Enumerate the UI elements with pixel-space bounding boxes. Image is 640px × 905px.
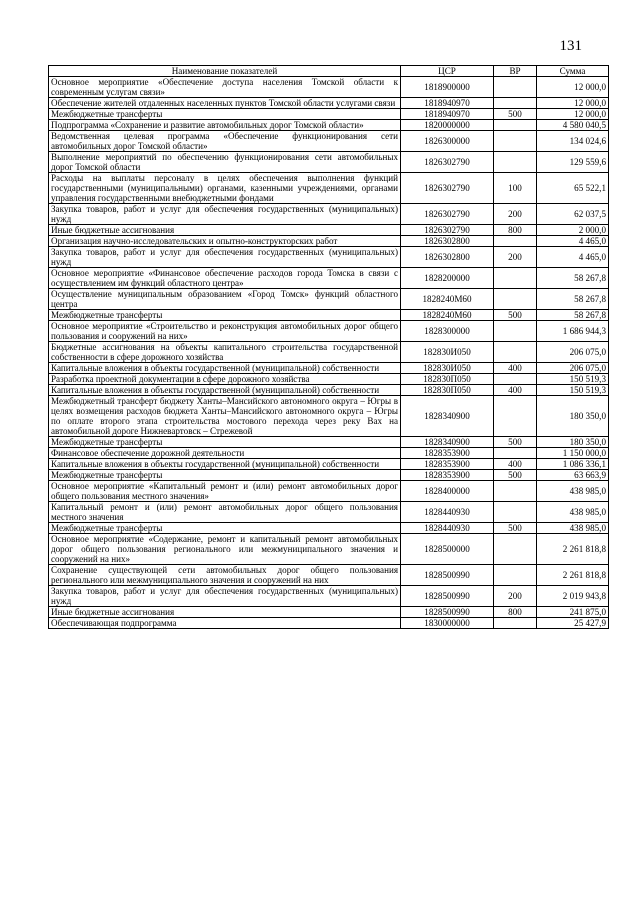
row-name-cell: Обеспечение жителей отдаленных населенных пунктов Томской области услугами связи <box>49 98 401 109</box>
row-name-cell: Основное мероприятие «Содержание, ремонт и капитальный ремонт автомобильных дорог общего пользования регионального или межмуниципального значения и сооружений на них» <box>49 534 401 565</box>
row-name-cell: Основное мероприятие «Строительство и реконструкция автомобильных дорог общего пользования и сооружений на них» <box>49 321 401 342</box>
table-body <box>49 77 609 629</box>
row-sum-cell: 1 686 944,3 <box>537 321 609 342</box>
row-name-cell: Межбюджетные трансферты <box>49 523 401 534</box>
row-vr-cell <box>494 152 537 173</box>
row-name-cell: Иные бюджетные ассигнования <box>49 225 401 236</box>
table-row <box>49 437 609 448</box>
header-vr: ВР <box>494 66 537 77</box>
row-vr-cell: 400 <box>494 459 537 470</box>
row-sum-cell: 12 000,0 <box>537 109 609 120</box>
table-row <box>49 534 609 565</box>
row-vr-cell <box>494 120 537 131</box>
row-vr-cell <box>494 77 537 98</box>
row-sum-cell: 438 985,0 <box>537 502 609 523</box>
table-row <box>49 152 609 173</box>
table-row <box>49 385 609 396</box>
table-row <box>49 459 609 470</box>
row-sum-cell: 206 075,0 <box>537 342 609 363</box>
row-sum-cell: 134 024,6 <box>537 131 609 152</box>
row-csr-cell: 1826302800 <box>401 247 494 268</box>
table-row <box>49 98 609 109</box>
row-csr-cell: 1826300000 <box>401 131 494 152</box>
row-vr-cell <box>494 289 537 310</box>
table-row <box>49 109 609 120</box>
row-csr-cell: 1826302790 <box>401 152 494 173</box>
row-sum-cell: 241 875,0 <box>537 607 609 618</box>
row-vr-cell <box>494 131 537 152</box>
row-sum-cell: 2 000,0 <box>537 225 609 236</box>
row-vr-cell: 100 <box>494 173 537 204</box>
row-sum-cell: 129 559,6 <box>537 152 609 173</box>
row-csr-cell: 1828440930 <box>401 523 494 534</box>
row-csr-cell: 1826302790 <box>401 173 494 204</box>
row-csr-cell: 182830П050 <box>401 385 494 396</box>
page-number: 131 <box>559 38 582 54</box>
row-name-cell: Закупка товаров, работ и услуг для обеспечения государственных (муниципальных) нужд <box>49 586 401 607</box>
row-sum-cell: 4 465,0 <box>537 236 609 247</box>
row-vr-cell: 500 <box>494 109 537 120</box>
table-row <box>49 523 609 534</box>
table-row <box>49 289 609 310</box>
row-name-cell: Основное мероприятие «Финансовое обеспечение расходов города Томска в связи с осуществлением им функций областного центра» <box>49 268 401 289</box>
row-csr-cell: 1830000000 <box>401 618 494 629</box>
row-vr-cell <box>494 618 537 629</box>
table-row <box>49 236 609 247</box>
row-name-cell: Межбюджетный трансферт бюджету Ханты–Мансийского автономного округа – Югры в целях возмещения расходов бюджета Ханты–Мансийского автономного округа – Югры по оплате второго этапа строительства мостового перехода через реку Вах на автомобильной дороге Нижневартовск – Стрежевой <box>49 396 401 437</box>
table-row <box>49 225 609 236</box>
row-sum-cell: 438 985,0 <box>537 523 609 534</box>
row-sum-cell: 206 075,0 <box>537 363 609 374</box>
row-sum-cell: 4 465,0 <box>537 247 609 268</box>
row-sum-cell: 63 663,9 <box>537 470 609 481</box>
table-row <box>49 173 609 204</box>
row-sum-cell: 2 261 818,8 <box>537 565 609 586</box>
row-csr-cell: 1828500000 <box>401 534 494 565</box>
header-sum: Сумма <box>537 66 609 77</box>
row-csr-cell: 1826302800 <box>401 236 494 247</box>
row-csr-cell: 1826302790 <box>401 204 494 225</box>
row-sum-cell: 12 000,0 <box>537 77 609 98</box>
row-name-cell: Бюджетные ассигнования на объекты капитального строительства государственной собственности в сфере дорожного хозяйства <box>49 342 401 363</box>
row-name-cell: Межбюджетные трансферты <box>49 470 401 481</box>
table-header-row <box>49 66 609 77</box>
table-row <box>49 565 609 586</box>
row-csr-cell: 1828500990 <box>401 607 494 618</box>
row-csr-cell: 1828353900 <box>401 470 494 481</box>
row-name-cell: Выполнение мероприятий по обеспечению функционирования сети автомобильных дорог Томской области <box>49 152 401 173</box>
row-name-cell: Осуществление муниципальным образованием «Город Томск» функций областного центра <box>49 289 401 310</box>
row-vr-cell <box>494 502 537 523</box>
row-name-cell: Разработка проектной документации в сфере дорожного хозяйства <box>49 374 401 385</box>
row-csr-cell: 1828340900 <box>401 396 494 437</box>
row-csr-cell: 1828400000 <box>401 481 494 502</box>
row-sum-cell: 150 519,3 <box>537 385 609 396</box>
row-csr-cell: 1828240М60 <box>401 310 494 321</box>
table-row <box>49 618 609 629</box>
row-vr-cell: 800 <box>494 225 537 236</box>
row-csr-cell: 1828240М60 <box>401 289 494 310</box>
row-name-cell: Финансовое обеспечение дорожной деятельности <box>49 448 401 459</box>
row-name-cell: Обеспечивающая подпрограмма <box>49 618 401 629</box>
row-csr-cell: 182830П050 <box>401 374 494 385</box>
row-csr-cell: 1818940970 <box>401 109 494 120</box>
row-sum-cell: 2 019 943,8 <box>537 586 609 607</box>
row-name-cell: Капитальные вложения в объекты государственной (муниципальной) собственности <box>49 385 401 396</box>
row-vr-cell: 400 <box>494 363 537 374</box>
row-csr-cell: 1828353900 <box>401 459 494 470</box>
row-name-cell: Иные бюджетные ассигнования <box>49 607 401 618</box>
table-row <box>49 502 609 523</box>
table-row <box>49 77 609 98</box>
table-row <box>49 363 609 374</box>
row-sum-cell: 65 522,1 <box>537 173 609 204</box>
row-name-cell: Закупка товаров, работ и услуг для обеспечения государственных (муниципальных) нужд <box>49 247 401 268</box>
table-row <box>49 481 609 502</box>
table-row <box>49 342 609 363</box>
table-row <box>49 310 609 321</box>
table-row <box>49 120 609 131</box>
row-csr-cell: 1828340900 <box>401 437 494 448</box>
row-sum-cell: 62 037,5 <box>537 204 609 225</box>
row-sum-cell: 12 000,0 <box>537 98 609 109</box>
row-vr-cell <box>494 374 537 385</box>
table-row <box>49 131 609 152</box>
row-name-cell: Сохранение существующей сети автомобильных дорог общего пользования регионального или межмуниципального значения и сооружений на них <box>49 565 401 586</box>
header-name: Наименование показателей <box>49 66 401 77</box>
row-vr-cell <box>494 321 537 342</box>
table-row <box>49 470 609 481</box>
row-name-cell: Межбюджетные трансферты <box>49 109 401 120</box>
table-row <box>49 268 609 289</box>
row-vr-cell: 500 <box>494 437 537 448</box>
row-sum-cell: 58 267,8 <box>537 268 609 289</box>
table-row <box>49 396 609 437</box>
row-vr-cell: 800 <box>494 607 537 618</box>
row-name-cell: Расходы на выплаты персоналу в целях обеспечения выполнения функций государственными (муниципальными) органами, казенными учреждениями, органами управления государственными внебюджетными фондами <box>49 173 401 204</box>
table-row <box>49 321 609 342</box>
row-vr-cell <box>494 534 537 565</box>
table-row <box>49 448 609 459</box>
row-vr-cell <box>494 342 537 363</box>
row-sum-cell: 180 350,0 <box>537 437 609 448</box>
row-vr-cell: 500 <box>494 310 537 321</box>
row-name-cell: Подпрограмма «Сохранение и развитие автомобильных дорог Томской области» <box>49 120 401 131</box>
row-sum-cell: 58 267,8 <box>537 310 609 321</box>
row-name-cell: Ведомственная целевая программа «Обеспечение функционирования сети автомобильных дорог Томской области» <box>49 131 401 152</box>
row-csr-cell: 1818900000 <box>401 77 494 98</box>
row-sum-cell: 1 086 336,1 <box>537 459 609 470</box>
row-csr-cell: 1828353900 <box>401 448 494 459</box>
row-csr-cell: 182830И050 <box>401 363 494 374</box>
row-sum-cell: 438 985,0 <box>537 481 609 502</box>
row-vr-cell <box>494 396 537 437</box>
row-sum-cell: 2 261 818,8 <box>537 534 609 565</box>
row-vr-cell <box>494 268 537 289</box>
row-vr-cell <box>494 236 537 247</box>
row-vr-cell: 200 <box>494 204 537 225</box>
table-row <box>49 204 609 225</box>
row-name-cell: Основное мероприятие «Обеспечение доступа населения Томской области к современным услугам связи» <box>49 77 401 98</box>
row-csr-cell: 1828200000 <box>401 268 494 289</box>
row-name-cell: Капитальные вложения в объекты государственной (муниципальной) собственности <box>49 459 401 470</box>
row-sum-cell: 150 519,3 <box>537 374 609 385</box>
row-name-cell: Основное мероприятие «Капитальный ремонт и (или) ремонт автомобильных дорог общего пользования местного значения» <box>49 481 401 502</box>
row-vr-cell: 500 <box>494 470 537 481</box>
row-vr-cell: 400 <box>494 385 537 396</box>
table-row <box>49 607 609 618</box>
row-sum-cell: 58 267,8 <box>537 289 609 310</box>
row-csr-cell: 1828300000 <box>401 321 494 342</box>
row-vr-cell <box>494 98 537 109</box>
budget-table <box>48 65 609 629</box>
row-name-cell: Закупка товаров, работ и услуг для обеспечения государственных (муниципальных) нужд <box>49 204 401 225</box>
row-name-cell: Межбюджетные трансферты <box>49 310 401 321</box>
row-sum-cell: 25 427,9 <box>537 618 609 629</box>
row-vr-cell <box>494 481 537 502</box>
row-name-cell: Капитальный ремонт и (или) ремонт автомобильных дорог общего пользования местного значения <box>49 502 401 523</box>
row-csr-cell: 1818940970 <box>401 98 494 109</box>
row-csr-cell: 1828500990 <box>401 565 494 586</box>
row-vr-cell <box>494 565 537 586</box>
row-csr-cell: 1826302790 <box>401 225 494 236</box>
row-csr-cell: 1828440930 <box>401 502 494 523</box>
row-csr-cell: 182830И050 <box>401 342 494 363</box>
row-name-cell: Межбюджетные трансферты <box>49 437 401 448</box>
row-vr-cell: 200 <box>494 586 537 607</box>
row-vr-cell <box>494 448 537 459</box>
table-row <box>49 247 609 268</box>
row-csr-cell: 1828500990 <box>401 586 494 607</box>
row-sum-cell: 180 350,0 <box>537 396 609 437</box>
header-csr: ЦСР <box>401 66 494 77</box>
row-csr-cell: 1820000000 <box>401 120 494 131</box>
row-sum-cell: 4 580 040,5 <box>537 120 609 131</box>
table-row <box>49 374 609 385</box>
row-name-cell: Организация научно-исследовательских и опытно-конструкторских работ <box>49 236 401 247</box>
row-vr-cell: 200 <box>494 247 537 268</box>
table-row <box>49 586 609 607</box>
row-sum-cell: 1 150 000,0 <box>537 448 609 459</box>
row-vr-cell: 500 <box>494 523 537 534</box>
row-name-cell: Капитальные вложения в объекты государственной (муниципальной) собственности <box>49 363 401 374</box>
